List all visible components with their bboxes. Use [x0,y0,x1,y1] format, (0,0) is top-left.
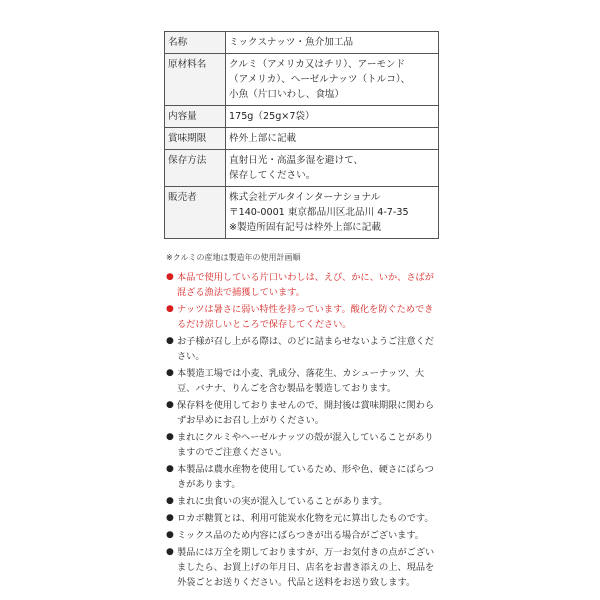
note-item [166,494,438,509]
note-text: まれにクルミやヘーゼルナッツの殻が混入していることがありますのでご注意ください。 [177,432,434,458]
note-text: 保存料を使用しておりませんので、開封後は賞味期限に関わらずお早めにお召し上がりください。 [177,400,435,426]
note-item [166,398,438,428]
row-key-name: 名称 [165,32,226,54]
bullet-icon: ● [166,304,174,314]
bullet-icon: ● [166,432,174,442]
row-value-expiry: 枠外上部に記載 [226,128,439,150]
bullet-icon: ● [166,368,174,378]
table-row [165,187,439,239]
bullet-icon: ● [166,530,174,540]
table-row [165,128,439,150]
row-value-ingredients: クルミ（アメリカ又はチリ）、アーモンド （アメリカ）、ヘーゼルナッツ（トルコ）、 小魚（片口いわし、食塩） [226,54,439,106]
note-item [166,528,438,543]
table-row [165,54,439,106]
bullet-icon: ● [166,400,174,410]
origin-footnote: ※クルミの産地は製造年の使用計画順 [166,253,301,262]
row-value-content: 175g（25g×7袋） [226,106,439,128]
row-key-content: 内容量 [165,106,226,128]
note-text: ナッツは暑さに弱い特性を持っています。酸化を防ぐためできるだけ涼しいところで保存してください。 [177,304,434,330]
note-text: ロカボ糖質とは、利用可能炭水化物を元に算出したものです。 [177,513,434,524]
note-item [166,545,438,590]
bullet-icon: ● [166,336,174,346]
bullet-icon: ● [166,464,174,474]
note-text: ミックス品のため内容にばらつきが出る場合がございます。 [177,530,424,541]
bullet-icon: ● [166,496,174,506]
note-item [166,462,438,492]
note-item [166,270,438,300]
note-text: 本品で使用している片口いわしは、えび、かに、いか、さばが混ざる漁法で捕獲しています。 [177,272,434,298]
note-item [166,430,438,460]
note-text: お子様が召し上がる際は、のどに詰まらせないようご注意ください。 [177,336,434,362]
bullet-icon: ● [166,513,174,523]
row-key-seller: 販売者 [165,187,226,239]
note-text: 製品には万全を期しておりますが、万一お気付きの点がございましたら、お買上げの年月日、店名をお書き添えの上、現品を外袋ごとお送りください。代品と送料をお送り致します。 [177,547,435,588]
notes-list [166,270,438,592]
row-key-expiry: 賞味期限 [165,128,226,150]
table-row [165,32,439,54]
table-row [165,150,439,187]
table-row [165,106,439,128]
bullet-icon: ● [166,547,174,557]
note-item [166,366,438,396]
row-value-seller: 株式会社デルタインターナショナル 〒140-0001 東京都品川区北品川 4-7-35 ※製造所固有記号は枠外上部に記載 [226,187,439,239]
note-item [166,334,438,364]
note-item [166,302,438,332]
label-table [164,31,439,239]
note-item [166,511,438,526]
row-value-name: ミックスナッツ・魚介加工品 [226,32,439,54]
bullet-icon: ● [166,272,174,282]
row-key-storage: 保存方法 [165,150,226,187]
row-key-ingredients: 原材料名 [165,54,226,106]
row-value-storage: 直射日光・高温多湿を避けて、 保存してください。 [226,150,439,187]
note-text: まれに虫食いの実が混入していることがあります。 [177,496,388,507]
note-text: 本製品は農水産物を使用しているため、形や色、硬さにばらつきがあります。 [177,464,434,490]
note-text: 本製造工場では小麦、乳成分、落花生、カシューナッツ、大豆、バナナ、りんごを含む製品を製造しております。 [177,368,425,394]
